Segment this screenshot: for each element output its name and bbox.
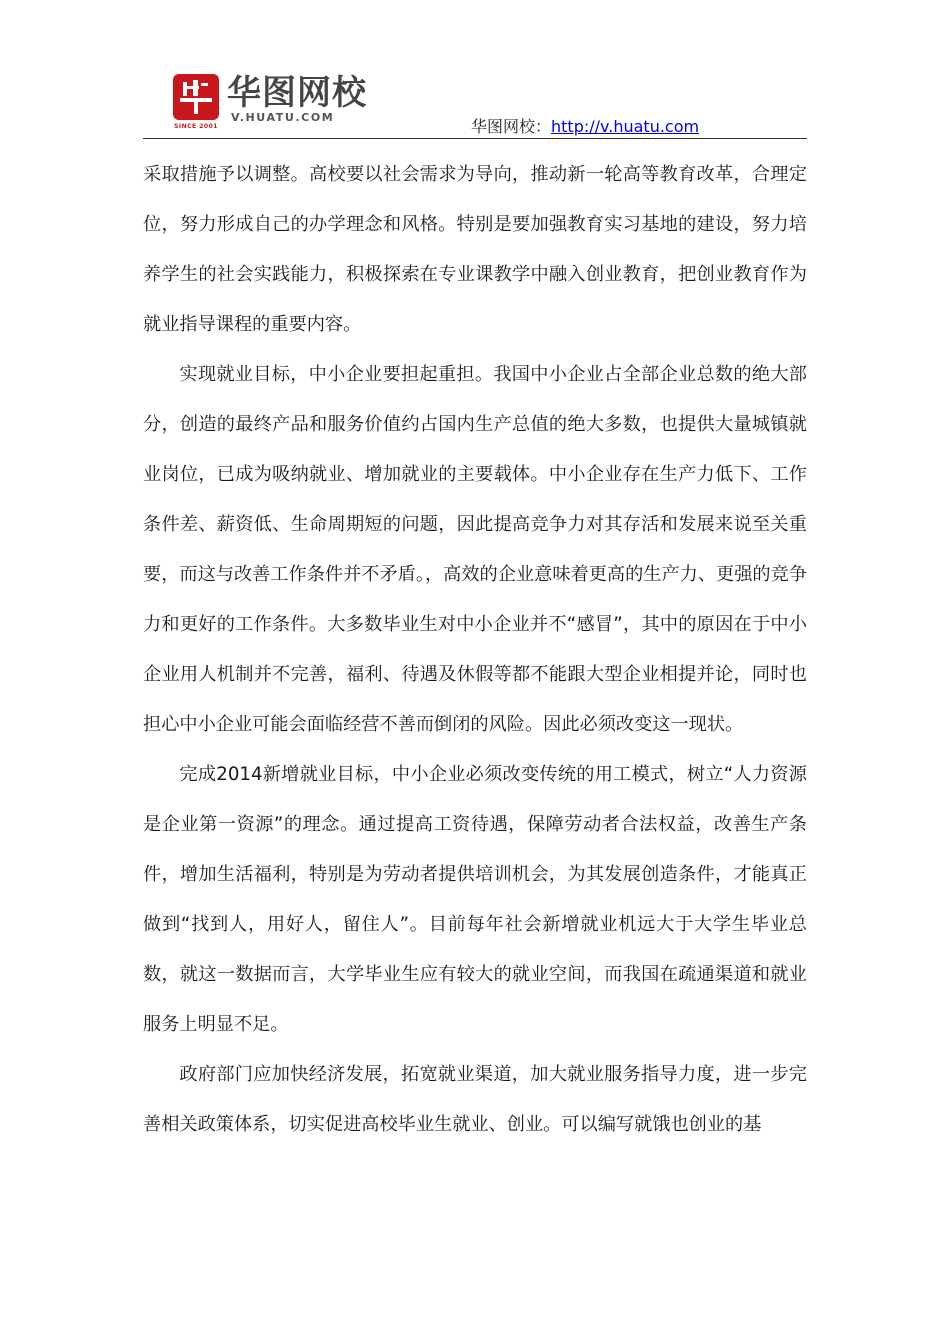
paragraph-2: 实现就业目标，中小企业要担起重担。我国中小企业占全部企业总数的绝大部分，创造的最终产品和服务价值约占国内生产总值的绝大多数，也提供大量城镇就业岗位，已成为吸纳就业、增加就业的主要载体。中小企业存在生产力低下、工作条件差、薪资低、生命周期短的问题，因此提高竞争力对其存活和发展来说至关重要，而这与改善工作条件并不矛盾。，高效的企业意味着更高的生产力、更强的竞争力和更好的工作条件。大多数毕业生对中小企业并不“感冒”，其中的原因在于中小企业用人机制并不完善，福利、待遇及休假等都不能跟大型企业相提并论，同时也担心中小企业可能会面临经营不善而倒闭的风险。因此必须改变这一现状。 (143, 364, 807, 735)
logo-since: SINCE 2001 (174, 123, 218, 130)
logo-mark-icon (173, 74, 219, 130)
document-body (143, 150, 807, 1150)
huatu-logo[interactable] (173, 74, 367, 130)
site-url-link[interactable]: http://v.huatu.com (551, 117, 700, 136)
site-label (471, 114, 699, 137)
paragraph-1: 采取措施予以调整。高校要以社会需求为导向，推动新一轮高等教育改革，合理定位，努力形成自己的办学理念和风格。特别是要加强教育实习基地的建设，努力培养学生的社会实践能力，积极探索在专业课教学中融入创业教育，把创业教育作为就业指导课程的重要内容。 (143, 164, 807, 335)
page-header (143, 70, 807, 139)
paragraph-3: 完成2014新增就业目标，中小企业必须改变传统的用工模式，树立“人力资源是企业第一资源”的理念。通过提高工资待遇，保障劳动者合法权益，改善生产条件，增加生活福利，特别是为劳动者提供培训机会，为其发展创造条件，才能真正做到“找到人，用好人，留住人”。目前每年社会新增就业机远大于大学生毕业总数，就这一数据而言，大学毕业生应有较大的就业空间，而我国在疏通渠道和就业服务上明显不足。 (143, 764, 807, 1035)
logo-chinese-name: 华图网校 (227, 73, 367, 113)
site-label-text: 华图网校： (471, 117, 552, 136)
paragraph-4: 政府部门应加快经济发展，拓宽就业渠道，加大就业服务指导力度，进一步完善相关政策体系，切实促进高校毕业生就业、创业。可以编写就饿也创业的基 (143, 1064, 807, 1135)
logo-english-name: V.HUATU.COM (231, 111, 335, 124)
